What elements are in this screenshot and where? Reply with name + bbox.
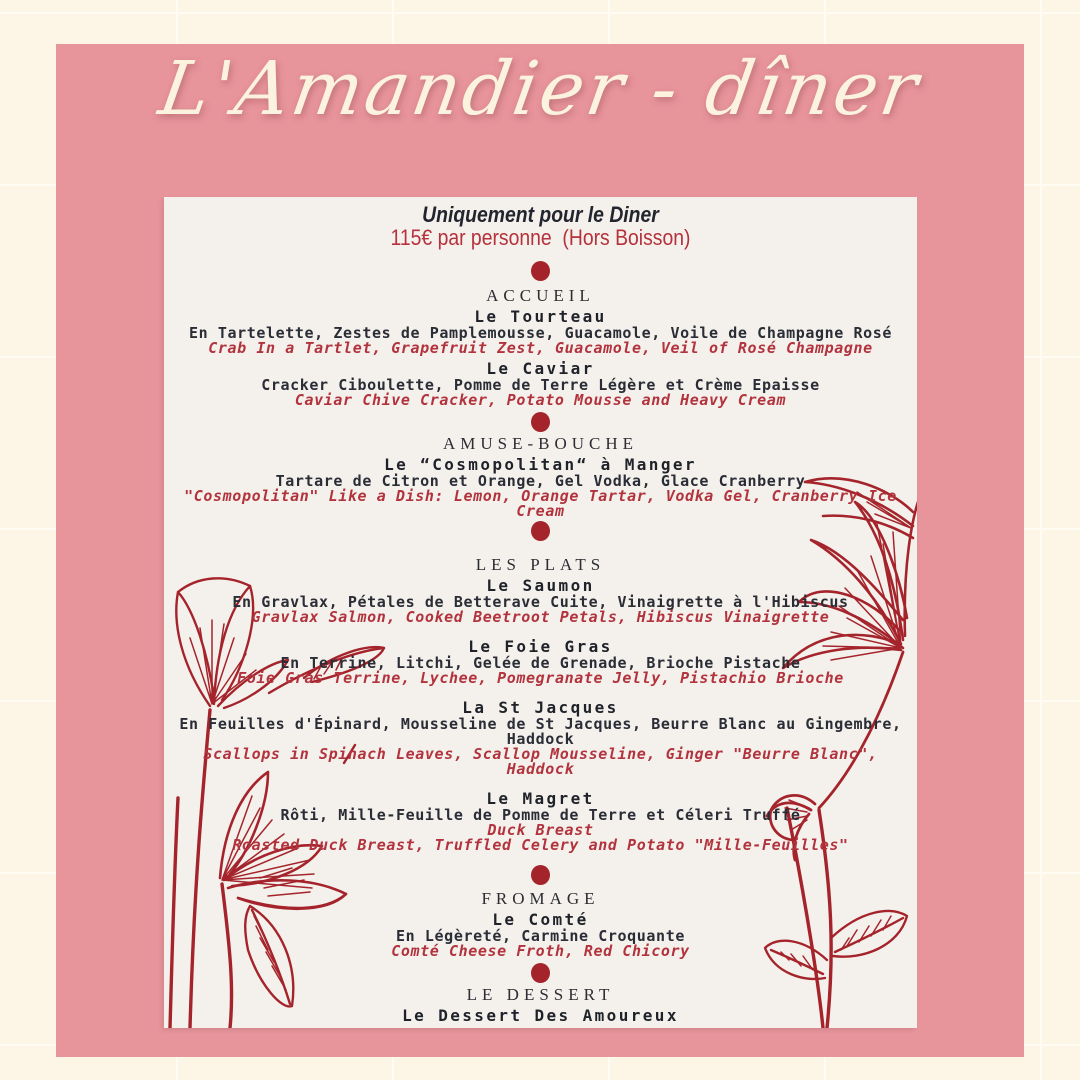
dish-desc-en: Gravlax Salmon, Cooked Beetroot Petals, Hibiscus Vinaigrette [251, 608, 830, 626]
dish-le-caviar [175, 360, 906, 408]
dish-desc-fr: En Terrine, Litchi, Gelée de Grenade, Brioche Pistache [280, 654, 801, 672]
dish-desc-fr: En Feuilles d'Épinard, Mousseline de St Jacques, Beurre Blanc au Gingembre, Haddock [179, 715, 902, 748]
section-amuse-bouche [175, 434, 906, 519]
dish-desc-en-2: Roasted Duck Breast, Truffled Celery and Potato "Mille-Feuilles" [232, 836, 849, 854]
dish-le-tourteau [175, 308, 906, 356]
section-accueil [175, 286, 906, 408]
dish-dessert-des-amoureux [175, 1007, 906, 1025]
dish-name: Le Tourteau [474, 307, 607, 326]
dish-le-foie-gras [175, 638, 906, 686]
dish-le-saumon [175, 577, 906, 625]
dish-name: Le Dessert Des Amoureux [402, 1006, 679, 1025]
dish-desc-fr: En Gravlax, Pétales de Betterave Cuite, Vinaigrette à l'Hibiscus [232, 593, 849, 611]
dish-desc-en: Foie Gras Terrine, Lychee, Pomegranate Jelly, Pistachio Brioche [237, 669, 844, 687]
dish-name: Le Caviar [486, 359, 595, 378]
section-title: LE DESSERT [466, 985, 615, 1004]
dish-desc-fr: Rôti, Mille-Feuille de Pomme de Terre et Céleri Truffé [280, 806, 801, 824]
dish-desc-en: Duck Breast [487, 821, 594, 839]
menu-price-line: 115€ par personne (Hors Boisson) [390, 225, 691, 250]
section-separator-dot [531, 412, 550, 432]
menu-card [164, 197, 917, 1028]
dish-name: Le Magret [486, 789, 595, 808]
dish-name: Le Saumon [486, 576, 595, 595]
dish-desc-fr: En Tartelette, Zestes de Pamplemousse, Guacamole, Voile de Champagne Rosé [188, 324, 893, 342]
section-fromage [175, 889, 906, 959]
dish-desc-fr: En Légèreté, Carmine Croquante [396, 927, 685, 945]
dish-cosmopolitan [175, 456, 906, 519]
dish-desc-en: Comté Cheese Froth, Red Chicory [391, 942, 690, 960]
dish-desc-en: Caviar Chive Cracker, Potato Mousse and Heavy Cream [294, 391, 787, 409]
section-separator-dot [531, 865, 550, 885]
dish-desc-fr: Tartare de Citron et Orange, Gel Vodka, Glace Cranberry [275, 472, 806, 490]
menu-subtitle: Uniquement pour le Diner [422, 202, 659, 227]
section-les-plats [175, 555, 906, 853]
section-separator-dot [531, 521, 550, 541]
dish-name: Le “Cosmopolitan“ à Manger [384, 455, 697, 474]
section-separator-dot [531, 963, 550, 983]
dish-le-comte [175, 911, 906, 959]
section-title: ACCUEIL [486, 286, 595, 305]
dish-desc-fr: Cracker Ciboulette, Pomme de Terre Légère et Crème Epaisse [261, 376, 820, 394]
dish-name: Le Foie Gras [468, 637, 613, 656]
dish-name: Le Comté [492, 910, 589, 929]
menu-content [164, 197, 917, 1025]
dish-name: La St Jacques [462, 698, 619, 717]
dish-desc-en: "Cosmopolitan" Like a Dish: Lemon, Orange Tartar, Vodka Gel, Cranberry Ice Cream [184, 487, 897, 520]
poster-script-title: L'Amandier - dîner [153, 46, 927, 132]
dish-la-st-jacques [175, 699, 906, 777]
section-separator-dot [531, 261, 550, 281]
section-title: LES PLATS [475, 555, 606, 574]
dish-desc-en: Crab In a Tartlet, Grapefruit Zest, Guacamole, Veil of Rosé Champagne [208, 339, 873, 357]
dish-le-magret [175, 790, 906, 853]
dish-desc-en: Scallops in Spinach Leaves, Scallop Mousseline, Ginger "Beurre Blanc", Haddock [203, 745, 878, 778]
section-title: AMUSE-BOUCHE [442, 434, 639, 453]
section-le-dessert [175, 985, 906, 1025]
section-title: FROMAGE [481, 889, 600, 908]
